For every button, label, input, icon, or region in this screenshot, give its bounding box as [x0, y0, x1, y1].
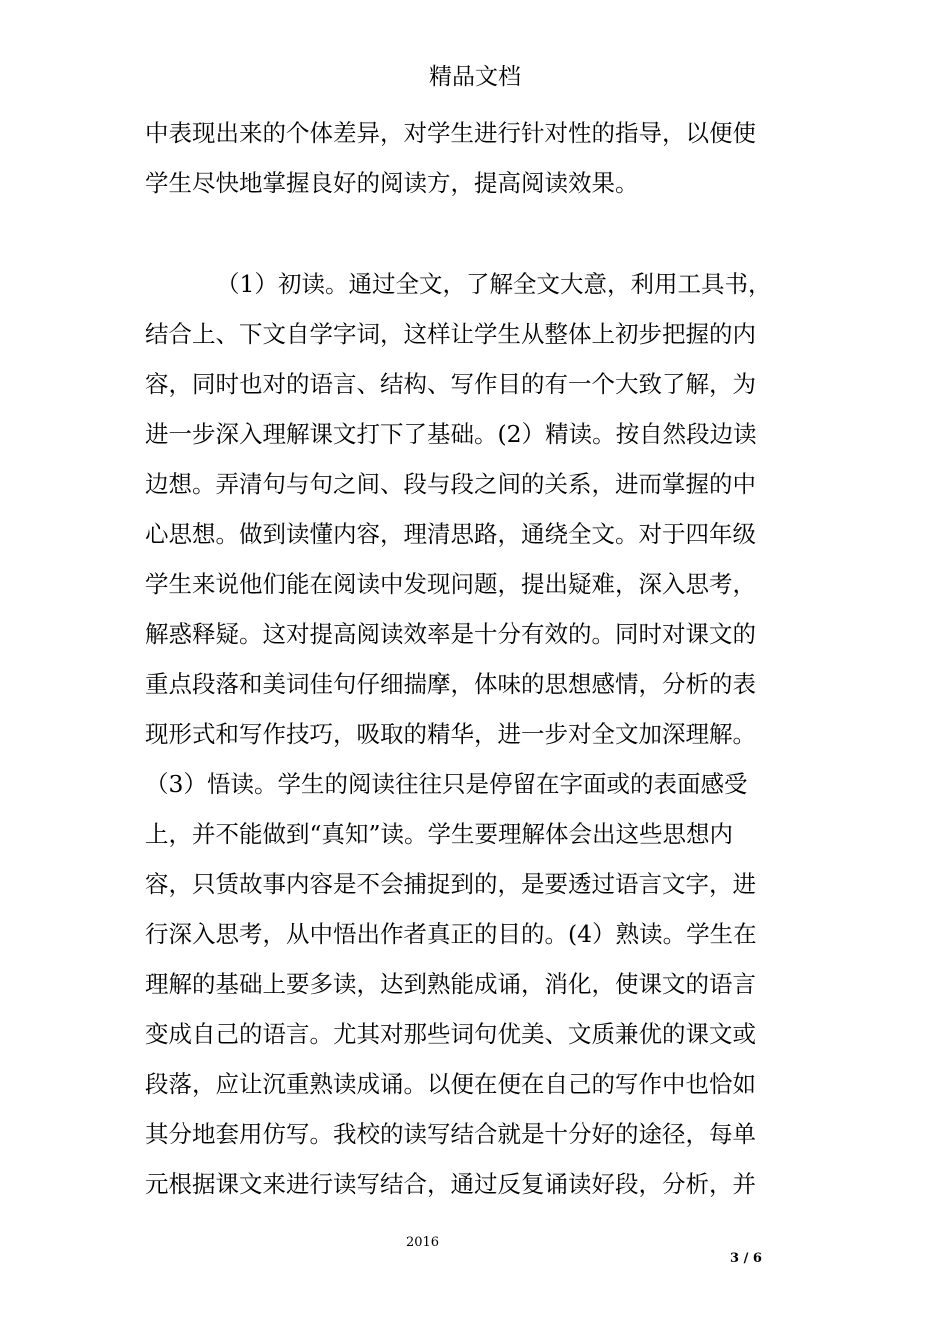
text-line: 容，只赁故事内容是不会捕捉到的，是要透过语言文字，进 — [145, 870, 756, 898]
text-line: 进一步深入理解课文打下了基础。(2）精读。按自然段边读 — [145, 420, 757, 448]
text-line: 容，同时也对的语言、结构、写作目的有一个大致了解，为 — [145, 370, 756, 398]
paragraph-2 — [145, 259, 813, 1209]
text-line: 理解的基础上要多读，达到熟能成诵，消化，使课文的语言 — [145, 970, 756, 998]
text-line: 学生来说他们能在阅读中发现问题，提出疑难，深入思考， — [145, 570, 756, 598]
text-line: （3）悟读。学生的阅读往往只是停留在字面或的表面感受 — [145, 770, 748, 798]
text-line: 现形式和写作技巧，吸取的精华，进一步对全文加深理解。 — [145, 720, 756, 748]
text-line: 变成自己的语言。尤其对那些词句优美、文质兼优的课文或 — [145, 1020, 756, 1048]
text-line: 上，并不能做到“真知”读。学生要理解体会出这些思想内 — [145, 820, 734, 848]
text-line: 段落，应让沉重熟读成诵。以便在便在自己的写作中也恰如 — [145, 1070, 756, 1098]
text-line: 学生尽快地掌握良好的阅读方，提高阅读效果。 — [145, 169, 639, 197]
paragraph-1 — [145, 108, 813, 208]
text-line: 其分地套用仿写。我校的读写结合就是十分好的途径，每单 — [145, 1120, 756, 1148]
page-number: 3 / 6 — [730, 1251, 762, 1266]
text-line: 解惑释疑。这对提高阅读效率是十分有效的。同时对课文的 — [145, 620, 756, 648]
text-line: 心思想。做到读懂内容，理清思路，通绕全文。对于四年级 — [145, 520, 756, 548]
text-line: 中表现出来的个体差异，对学生进行针对性的指导，以便使 — [145, 119, 756, 147]
page-header-title: 精品文档 — [429, 64, 521, 90]
text-line: 结合上、下文自学字词，这样让学生从整体上初步把握的内 — [145, 320, 756, 348]
text-line: （1）初读。通过全文，了解全文大意，利用工具书， — [216, 270, 772, 298]
footer-year: 2016 — [405, 1235, 440, 1250]
text-line: 边想。弄清句与句之间、段与段之间的关系，进而掌握的中 — [145, 470, 756, 498]
text-line: 元根据课文来进行读写结合，通过反复诵读好段，分析，并 — [145, 1170, 756, 1198]
text-line: 行深入思考，从中悟出作者真正的目的。(4）熟读。学生在 — [145, 920, 757, 948]
text-line: 重点段落和美词佳句仔细揣摩，体味的思想感情，分析的表 — [145, 670, 756, 698]
